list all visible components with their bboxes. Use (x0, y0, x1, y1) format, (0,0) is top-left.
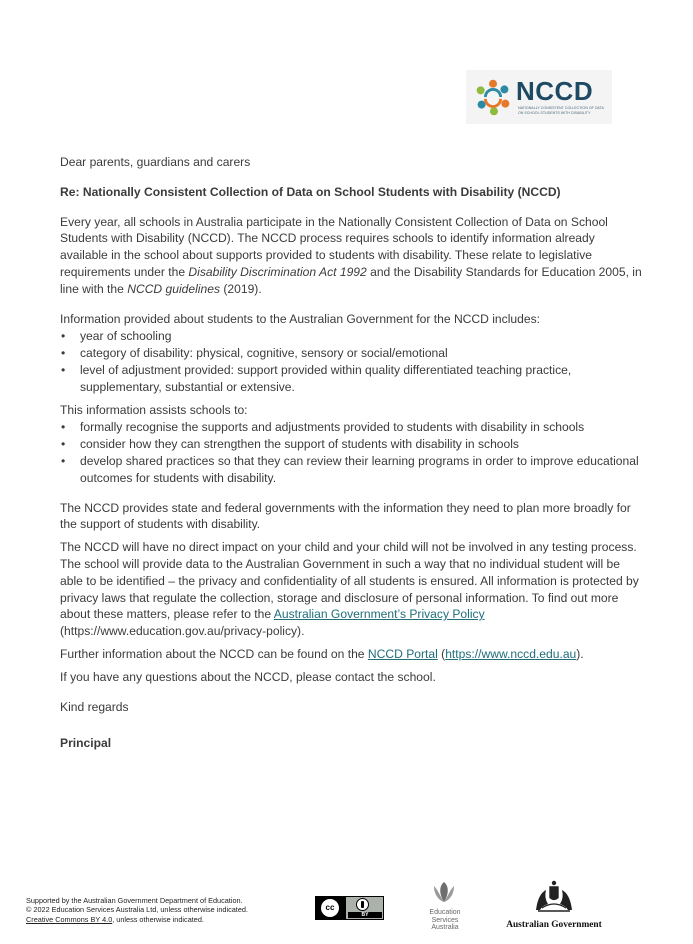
salutation: Dear parents, guardians and carers (60, 155, 251, 169)
australian-government-text: Australian Government (506, 920, 602, 930)
planning-paragraph: The NCCD provides state and federal governments with the information they need to plan more broadly for the support of students with disability. (60, 500, 631, 532)
privacy-text: The NCCD will have no direct impact on your child and your child will not be involved in any testing process. The school will provide data to the Australian Government in such a way that no individual student will be able to be identified – the privacy and confidentiality of all students is ensured. All information is protected by privacy laws that regulate the collection, storage and disclosure of personal information. To find out more about these matters, please refer to the (60, 540, 639, 622)
australian-government-logo (498, 880, 610, 936)
further-info-paragraph (60, 646, 642, 663)
nccd-logo (466, 70, 612, 124)
footer-license-line (26, 915, 316, 924)
license-suffix: , unless otherwise indicated. (112, 914, 204, 924)
list-item: • formally recognise the supports and adjustments provided to students with disability in schools (60, 419, 642, 436)
info-lead: Information provided about students to the Australian Government for the NCCD includes: (60, 311, 540, 326)
cc-section (316, 897, 346, 919)
privacy-policy-link[interactable]: Australian Government’s Privacy Policy (273, 607, 485, 622)
privacy-url: (https://www.education.gov.au/privacy-policy). (60, 624, 305, 639)
by-label: BY (348, 912, 382, 918)
esa-name (422, 909, 468, 932)
cc-by-badge (315, 896, 384, 920)
nccd-url-link[interactable]: https://www.nccd.edu.au (445, 646, 577, 661)
letter-body (60, 154, 642, 752)
questions-paragraph: If you have any questions about the NCCD, please contact the school. (60, 669, 436, 684)
url-close: ). (576, 646, 584, 661)
footer-copyright-line: © 2022 Education Services Australia Ltd, unless otherwise indicated. (26, 905, 248, 915)
esa-logo (422, 878, 468, 936)
list-item: • year of schooling (60, 328, 642, 345)
cc-icon: cc (321, 899, 339, 917)
esa-line: Services (431, 916, 459, 924)
list-item: • level of adjustment provided: support provided within quality differentiated teaching practice, supplementary, substantial or extensive. (60, 362, 642, 396)
esa-lotus-icon (430, 878, 458, 906)
esa-line: Education (429, 909, 461, 916)
subject-line: Re: Nationally Consistent Collection of Data on School Students with Disability (NCCD) (60, 184, 561, 199)
list-item: • develop shared practices so that they can review their learning programs in order to improve educational outcomes for students with disability. (60, 453, 642, 487)
info-list (60, 328, 642, 395)
further-text: Further information about the NCCD can be found on the (60, 646, 368, 661)
intro-text-1: Every year, all schools in Australia participate in the Nationally Consistent Collection of Data on School Students with Disability (NCCD). The NCCD process requires schools to identify information already available in the school about supports provided to students with disability. These relate to legislative requirements under the (60, 214, 608, 279)
coat-of-arms-icon (532, 880, 576, 914)
privacy-paragraph (60, 539, 642, 640)
person-icon (356, 898, 369, 911)
guidelines-title: NCCD guidelines (127, 281, 220, 296)
assist-lead: This information assists schools to: (60, 402, 248, 417)
license-link[interactable]: Creative Commons BY 4.0 (26, 914, 113, 924)
nccd-logo-text: NCCD (516, 76, 594, 106)
nccd-logo-icon (474, 77, 512, 117)
url-open: ( (437, 646, 446, 661)
intro-text-3: (2019). (220, 281, 262, 296)
signature: Principal (60, 736, 112, 751)
closing: Kind regards (60, 699, 129, 714)
list-item: • category of disability: physical, cognitive, sensory or social/emotional (60, 345, 642, 362)
esa-line: Australia (431, 924, 459, 932)
act-title: Disability Discrimination Act 1992 (188, 264, 367, 279)
intro-paragraph (60, 214, 642, 298)
footer-support-line: Supported by the Australian Government Department of Education. (26, 896, 243, 905)
nccd-portal-link[interactable]: NCCD Portal (367, 646, 438, 661)
list-item: • consider how they can strengthen the support of students with disability in schools (60, 436, 642, 453)
assist-list (60, 419, 642, 486)
footer-credits (26, 896, 316, 924)
intro-text-2: and the Disability Standards for Education 2005, in line with the (60, 264, 642, 296)
nccd-logo-tagline: NATIONALLY CONSISTENT COLLECTION OF DATA ON SCHOOL STUDENTS WITH DISABILITY (518, 106, 604, 115)
